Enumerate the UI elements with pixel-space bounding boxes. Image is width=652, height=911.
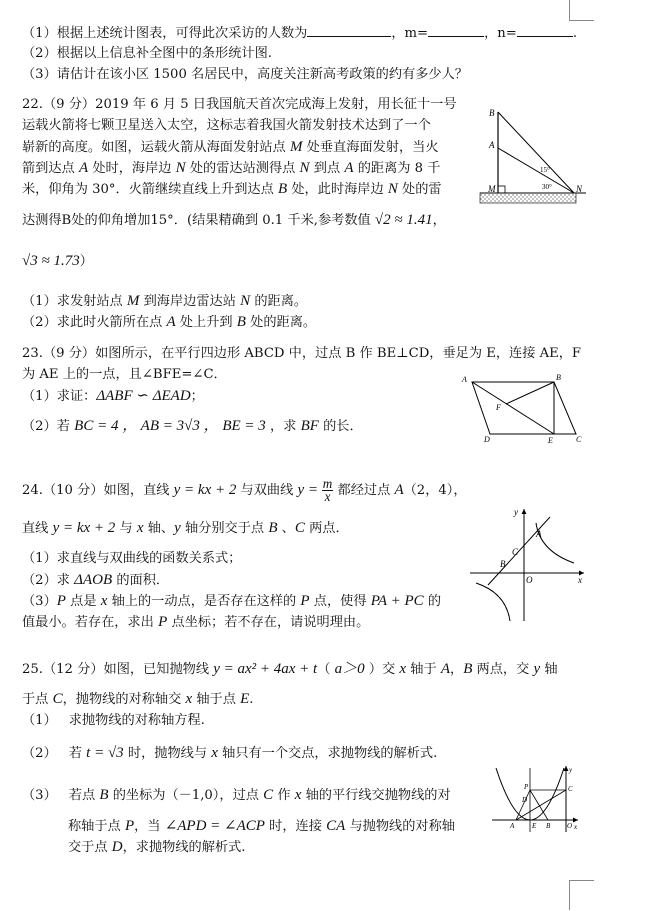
part_top-q1_n-text: ，n=	[484, 26, 517, 41]
sea-hatch	[480, 193, 576, 203]
q24-l1m-text: y = kx + 2	[173, 482, 237, 498]
q25-fig-y-text: y	[569, 766, 573, 774]
q25-l2v2-text: x	[185, 691, 193, 707]
q22-p1b-text: 到海岸边雷达站	[139, 294, 241, 309]
q25-p2c-text: 轴只有一个交点，求抛物线的解析式.	[217, 746, 438, 761]
q24-p2m-text: ΔAOB	[74, 572, 113, 588]
q24-l2f-text: 两点．	[304, 521, 349, 536]
q24-p3c-text: 轴上的一动点，是否存在这样的	[107, 594, 301, 609]
q25-l1d-text: 轴于	[406, 662, 441, 677]
q25-l1g-text: 轴	[540, 662, 558, 677]
q25-l2v3-text: E	[240, 691, 250, 707]
q25-p3f-text: ，当	[134, 819, 165, 834]
q22-p2a-text: （2）求此时火箭所在点	[22, 315, 167, 330]
q25-line1	[22, 660, 558, 679]
q25-fig-E-text: E	[532, 822, 537, 830]
q23-fig-F-text: F	[496, 403, 501, 412]
q24-p3e-text: 的	[423, 594, 442, 609]
q22-p1c-text: 的距离。	[250, 294, 308, 309]
q25-fig-C-text: C	[568, 785, 573, 793]
q23-p2a-text: （2）若	[22, 419, 75, 434]
q22-l4v2-text: N	[175, 160, 186, 176]
q25-p3b-text: 的坐标为（－1,0），过点	[108, 788, 264, 803]
q25-l1e-text: ，	[450, 662, 464, 677]
q23-part2	[22, 417, 363, 436]
q25-p3a-text: 若点	[68, 788, 100, 803]
q25-part2	[22, 744, 437, 763]
q25-part1	[22, 712, 205, 730]
q25-l2c-text: 轴于点	[192, 692, 241, 707]
q22-l7b-text: ）	[79, 254, 93, 269]
q24-p3a-text: （3）	[22, 594, 57, 609]
q25-l1m-text: y = ax² + 4ax + t	[213, 661, 318, 677]
q23-fig-A-text: A	[462, 375, 467, 384]
q24-p3g-text: 点坐标；若不存在，请说明理由。	[167, 615, 370, 630]
q24-p1-text: （1）求直线与双曲线的函数关系式；	[22, 551, 242, 566]
q25-figure-parabola	[490, 764, 582, 834]
q24-l1b-text: 与双曲线	[236, 483, 298, 498]
q25-fig-B-text: B	[546, 822, 551, 830]
q25-p3j-text: ，求抛物线的解析式.	[122, 840, 246, 855]
q25-p2v-text: x	[211, 745, 218, 761]
part_top-q1_end-text: .	[572, 26, 578, 41]
q22-l4a-text: 箭到达点	[22, 161, 79, 176]
q22-l2-text: 运载火箭将七颗卫星送入太空，这标志着我国火箭发射技术达到了一个	[22, 118, 431, 133]
q25-p3v-text: B	[99, 787, 109, 803]
corner-mark-bottom-right-h	[569, 880, 594, 881]
q25-l1c-text: ）交	[364, 662, 400, 677]
q24-p2a-text: （2）求	[22, 573, 75, 588]
q25-p2a-text: 若	[68, 746, 87, 761]
q24-line1	[22, 478, 467, 503]
q25-p3v3-text: x	[294, 787, 302, 803]
q22-p2c-text: 处的距离。	[245, 315, 317, 330]
q23-fig-B-text: B	[556, 373, 561, 382]
q24-part1	[22, 550, 241, 568]
blank-m	[428, 24, 484, 37]
q24-l1den-text: x	[324, 489, 331, 504]
q21-part1	[22, 24, 577, 43]
q25-p3h-text: 与抛物线的对称轴	[345, 819, 455, 834]
q22-line3	[22, 138, 439, 157]
q24-l2c-text: 轴、	[143, 521, 175, 536]
q24-l2v4-text: C	[294, 520, 305, 536]
q25-l2d-text: .	[249, 692, 254, 707]
q24-p3b-text: 点是	[65, 594, 101, 609]
q24-l2m-text: y = kx + 2	[52, 520, 116, 536]
q23-p2c-text: 的长．	[318, 419, 363, 434]
blank-total	[307, 24, 391, 37]
fraction-m-over-x	[322, 478, 334, 503]
q24-p3m-text: PA + PC	[370, 593, 424, 609]
q25-p3g-text: 时，连接	[264, 819, 327, 834]
q24-l1a-text: 24.（10 分）如图，直线	[22, 483, 174, 498]
q24-l1v-text: A	[394, 482, 404, 498]
q24-l2e-text: 、	[277, 521, 295, 536]
q24-p3f-text: 值最小。若存在，求出	[22, 615, 159, 630]
q23-p1a-text: （1）求证：	[22, 389, 97, 404]
q22-figure-rocket	[478, 100, 588, 208]
q25-p2m-text: t = √3	[86, 745, 124, 761]
q22-l5b-text: 处，此时海岸边	[287, 182, 388, 197]
q25-l2a-text: 于点	[22, 692, 53, 707]
q25-l2v-text: C	[52, 691, 63, 707]
q23-part1	[22, 387, 204, 406]
q23-line1	[22, 345, 581, 363]
q25-l1f-text: 两点，交	[472, 662, 534, 677]
q25-l1a-text: 25.（12 分）如图，已知抛物线	[22, 662, 214, 677]
q23-figure-parallelogram	[458, 370, 588, 445]
q22-l5v-text: B	[277, 181, 288, 197]
q22-l5c-text: 处的雷	[397, 182, 442, 197]
q25-line2	[22, 690, 253, 709]
q24-fig-A-text: A	[536, 529, 542, 539]
q22-line4	[22, 159, 440, 178]
q24-l2b-text: 与	[115, 521, 137, 536]
q25-fig-P-text: P	[524, 783, 529, 791]
angle-15: 15°	[540, 166, 550, 174]
q22-l1-text: 22.（9 分）2019 年 6 月 5 日我国航天首次完成海上发射，用长征十一号	[22, 97, 457, 112]
part_top-q1_m-text: ，m=	[391, 26, 429, 41]
q25-fig-A-text: A	[510, 822, 515, 830]
q25-p3v6-text: D	[111, 839, 123, 855]
q21-part2	[22, 45, 272, 63]
q24-fig-x-text: x	[578, 575, 582, 585]
q23-fig-C-text: C	[576, 435, 582, 444]
q23-l1-text: 23.（9 分）如图所示，在平行四边形 ABCD 中，过点 B 作 BE⊥CD，垂足为 E，连接 AE，F	[22, 346, 582, 361]
q22-line5	[22, 180, 442, 199]
q22-l4c-text: 处的雷达站测得点	[185, 161, 300, 176]
q25-l1v4-text: y	[533, 661, 541, 677]
q25-l1b-text: （	[317, 662, 335, 677]
q22-l4v4-text: A	[344, 160, 354, 176]
q23-fig-E-text: E	[548, 436, 553, 445]
q22-l3v-text: M	[289, 139, 303, 155]
q24-p2b-text: 的面积．	[112, 573, 170, 588]
q21-part3	[22, 66, 468, 84]
q24-fig-C-text: C	[512, 547, 519, 557]
q24-part3-cont	[22, 613, 369, 632]
q24-l2v3-text: B	[268, 520, 278, 536]
q22-l5a-text: 米，仰角为 30°．火箭继续直线上升到达点	[22, 182, 278, 197]
q25-p1-text: 求抛物线的对称轴方程.	[68, 713, 205, 728]
q23-p2m-text: BC = 4 ， AB = 3√3 ， BE = 3	[74, 418, 266, 434]
q25-part3	[22, 786, 451, 805]
q25-p3v2-text: C	[263, 787, 274, 803]
part_top-q1_a-text: （1）根据上述统计图表，可得此次采访的人数为	[22, 26, 308, 41]
q24-p3v3-text: P	[300, 593, 310, 609]
q25-p3d-text: 轴的平行线交抛物线的对	[301, 788, 451, 803]
q24-p3v2-text: x	[100, 593, 108, 609]
q25-p3i-text: 交于点	[68, 840, 112, 855]
label-A: A	[489, 140, 495, 150]
q22-p1v2-text: N	[240, 293, 251, 309]
q25-p2n-text: （2）	[22, 746, 57, 761]
q22-l7m-text: √3 ≈ 1.73	[22, 253, 80, 269]
q23-p2v-text: BF	[300, 418, 319, 434]
q22-l6a-text: 达测得B处的仰角增加15°．(结果精确到 0.1 千米,参考数值	[22, 213, 375, 228]
q25-p3v5-text: CA	[326, 818, 346, 834]
corner-mark-top-right	[569, 0, 570, 20]
q22-line2	[22, 117, 431, 135]
q22-part1	[22, 292, 307, 311]
blank-n	[517, 24, 573, 37]
label-N: N	[576, 184, 583, 194]
q24-fig-y-text: y	[514, 507, 518, 517]
q24-p3v4-text: P	[158, 614, 168, 630]
q22-l4v1-text: A	[78, 160, 89, 176]
q25-p3c-text: 作	[273, 788, 295, 803]
part_top-q2-text: （2）根据以上信息补全图中的条形统计图.	[22, 46, 272, 61]
q23-p2b-text: ，求	[265, 419, 301, 434]
label-M: M	[488, 184, 496, 194]
q23-fig-D-text: D	[484, 435, 490, 444]
q22-l6m-text: √2 ≈ 1.41	[374, 212, 433, 228]
q24-line2	[22, 519, 349, 538]
label-B: B	[489, 108, 495, 118]
corner-mark-top-right-h	[569, 20, 594, 21]
q22-l3a-text: 崭新的高度。如图，运载火箭从海面发射站点	[22, 140, 290, 155]
q24-l2v-text: x	[136, 520, 144, 536]
q22-p1v-text: M	[126, 293, 140, 309]
q25-l1v3-text: B	[463, 661, 473, 677]
q24-p3d-text: 点，使得	[309, 594, 371, 609]
q25-l1v-text: x	[399, 661, 407, 677]
q25-fig-O-text: O	[567, 822, 573, 830]
q24-l1d-text: （2，4），	[403, 483, 467, 498]
q22-line1	[22, 96, 457, 114]
corner-mark-bottom-right	[569, 880, 570, 910]
q23-p1m-text: ΔABF ∽ ΔEAD	[96, 388, 191, 404]
q24-l2v2-text: y	[174, 520, 181, 536]
angle-30: 30°	[542, 183, 552, 191]
q24-l2d-text: 轴分别交于点	[180, 521, 269, 536]
q22-l4b-text: 处时，海岸边	[88, 161, 176, 176]
q22-p2v-text: A	[166, 314, 176, 330]
q25-p3v4-text: P	[124, 818, 135, 834]
q23-p1b-text: ；	[190, 389, 204, 404]
q25-p3e-text: 称轴于点	[68, 819, 125, 834]
q25-p3n-text: （3）	[22, 788, 57, 803]
q24-l1m2a-text: y =	[297, 482, 322, 498]
q22-l4v3-text: N	[299, 160, 310, 176]
q24-l2a-text: 直线	[22, 521, 53, 536]
q22-l4d-text: 到点	[309, 161, 345, 176]
q24-p3v-text: P	[56, 593, 66, 609]
q22-line6	[22, 211, 446, 230]
q24-l1num-text: m	[322, 476, 333, 491]
q23-line2	[22, 366, 227, 384]
q25-p3m-text: ∠APD = ∠ACP	[164, 818, 265, 834]
q22-p2v2-text: B	[236, 314, 246, 330]
q25-l1v2-text: A	[440, 661, 450, 677]
q24-fig-O-text: O	[526, 575, 533, 585]
q22-p1a-text: （1）求发射站点	[22, 294, 127, 309]
q24-part3	[22, 592, 441, 611]
q22-line7	[22, 252, 93, 271]
q25-l2b-text: ，抛物线的对称轴交	[62, 692, 186, 707]
q25-fig-D-text: D	[522, 796, 528, 804]
q22-l6b-text: ，	[432, 213, 446, 228]
part_top-q3-text: （3）请估计在该小区 1500 名居民中，高度关注新高考政策的约有多少人？	[22, 67, 468, 82]
q25-p1n-text: （1）	[22, 713, 57, 728]
q24-figure-hyperbola	[466, 505, 591, 625]
q24-part2	[22, 571, 169, 590]
q24-l1c-text: 都经过点	[333, 483, 395, 498]
q23-l2-text: 为 AE 上的一点，且∠BFE=∠C．	[22, 367, 227, 382]
q25-p2b-text: 时，抛物线与	[123, 746, 212, 761]
q24-fig-B-text: B	[500, 559, 506, 569]
q25-l1m2-text: a＞0	[334, 661, 365, 677]
q22-p2b-text: 处上升到	[175, 315, 237, 330]
q22-l4e-text: 的距离为 8 千	[353, 161, 441, 176]
q22-l5v2-text: N	[387, 181, 398, 197]
q22-l3b-text: 处垂直海面发射，当火	[302, 140, 439, 155]
q25-fig-x-text: x	[574, 823, 578, 831]
q25-part3-cont1	[68, 817, 455, 836]
q22-part2	[22, 313, 316, 332]
q25-part3-cont2	[68, 838, 246, 857]
